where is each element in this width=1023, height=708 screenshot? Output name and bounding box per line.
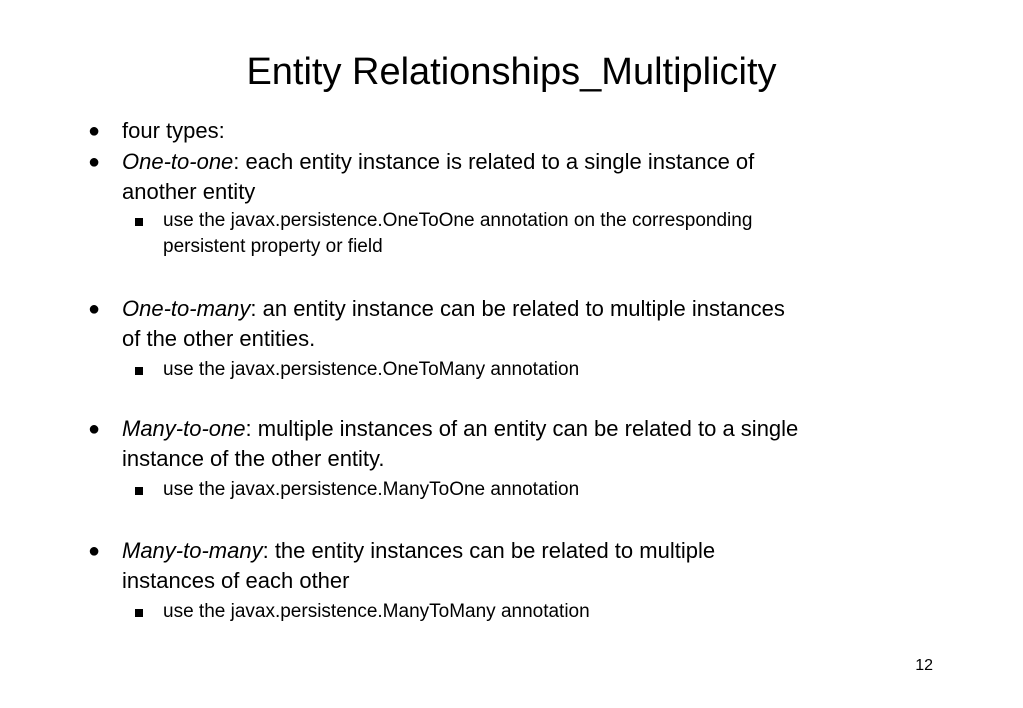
bullet-one-to-one — [87, 147, 922, 207]
page-number: 12 — [915, 657, 933, 674]
sub-bullet-line-2: persistent property or field — [163, 236, 383, 257]
bullet-dot-icon: ● — [87, 418, 101, 440]
bullet-many-to-many — [87, 536, 922, 596]
bullet-line-2: instance of the other entity. — [122, 446, 385, 471]
bullet-line-1 — [122, 294, 922, 324]
sub-bullet-one-to-one — [163, 208, 923, 260]
bullet-text: : an entity instance can be related to multiple instances — [250, 296, 785, 321]
bullet-term: Many-to-one — [122, 416, 246, 441]
bullet-line-2: another entity — [122, 179, 256, 204]
sub-bullet-many-to-many — [163, 599, 923, 625]
bullet-line-1 — [122, 147, 922, 177]
bullet-dot-icon: ● — [87, 151, 101, 173]
bullet-line-2: instances of each other — [122, 568, 350, 593]
square-bullet-icon — [135, 218, 143, 226]
bullet-term: One-to-one — [122, 149, 234, 174]
bullet-line-1 — [122, 536, 922, 566]
bullet-dot-icon: ● — [87, 298, 101, 320]
sub-bullet-line-1: use the javax.persistence.ManyToMany annotation — [163, 601, 590, 622]
bullet-term: Many-to-many — [122, 538, 263, 563]
sub-bullet-line-1: use the javax.persistence.OneToMany annotation — [163, 359, 580, 380]
bullet-term: One-to-many — [122, 296, 251, 321]
bullet-text: : the entity instances can be related to multiple — [262, 538, 716, 563]
bullet-line-2: of the other entities. — [122, 326, 316, 351]
bullet-text: four types: — [122, 118, 225, 143]
square-bullet-icon — [135, 487, 143, 495]
bullet-dot-icon: ● — [87, 120, 101, 142]
sub-bullet-line-1: use the javax.persistence.OneToOne annotation on the corresponding — [163, 210, 753, 231]
bullet-dot-icon: ● — [87, 540, 101, 562]
bullet-one-to-many — [87, 294, 922, 354]
square-bullet-icon — [135, 367, 143, 375]
bullet-many-to-one — [87, 414, 922, 474]
slide-title: Entity Relationships_Multiplicity — [246, 51, 777, 93]
sub-bullet-one-to-many — [163, 357, 923, 383]
square-bullet-icon — [135, 609, 143, 617]
bullet-text: : multiple instances of an entity can be related to a single — [245, 416, 799, 441]
bullet-line-1 — [122, 414, 922, 444]
sub-bullet-line-1: use the javax.persistence.ManyToOne annotation — [163, 479, 580, 500]
sub-bullet-many-to-one — [163, 477, 923, 503]
bullet-four-types — [87, 116, 922, 146]
bullet-text: : each entity instance is related to a single instance of — [233, 149, 755, 174]
